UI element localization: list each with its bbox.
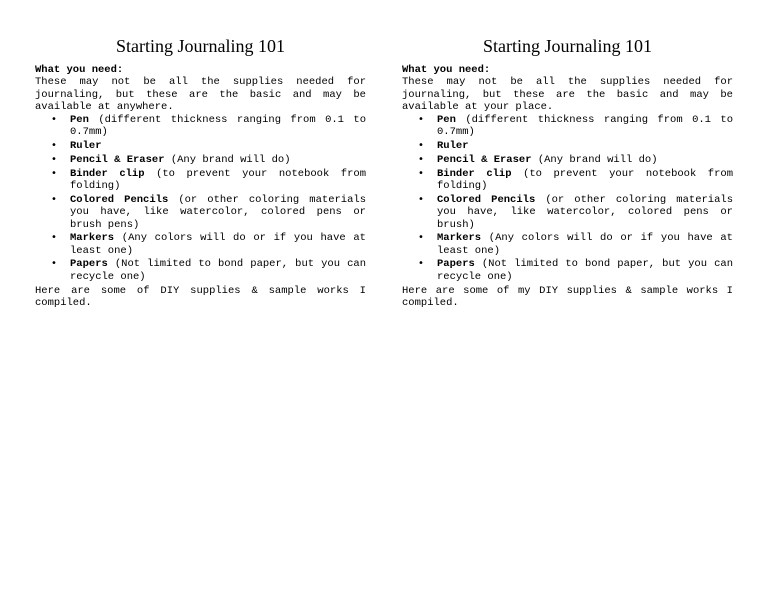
item-description: (Any brand will do) — [531, 154, 658, 167]
bullet-icon: • — [418, 193, 424, 205]
item-name: Markers — [70, 232, 115, 245]
closing-paragraph: Here are some of my DIY supplies & sample works I compiled. — [402, 284, 733, 309]
item-description: (Any brand will do) — [164, 154, 291, 167]
supplies-list — [402, 114, 733, 283]
supplies-list — [35, 114, 366, 283]
intro-paragraph: These may not be all the supplies needed for journaling, but these are the basic and may be available at anywhere. — [35, 76, 366, 113]
item-description: (Any colors will do or if you have at least one) — [70, 232, 366, 257]
item-name: Ruler — [437, 140, 469, 153]
item-name: Pencil & Eraser — [437, 154, 532, 167]
bullet-icon: • — [418, 167, 424, 179]
bullet-icon: • — [418, 154, 424, 166]
item-name: Binder clip — [70, 167, 145, 180]
item-name: Markers — [437, 232, 482, 245]
bullet-icon: • — [51, 154, 57, 166]
item-name: Pen — [437, 114, 456, 127]
item-name: Pencil & Eraser — [70, 154, 165, 167]
list-item — [35, 154, 366, 166]
item-description: (or other coloring materials you have, like watercolor, colored pens or brush) — [437, 193, 733, 231]
list-item — [402, 140, 733, 152]
item-name: Binder clip — [437, 167, 512, 180]
list-item — [402, 168, 733, 193]
item-description: (to prevent your notebook from folding) — [437, 167, 733, 193]
document-column-left — [35, 34, 366, 309]
item-name: Papers — [437, 258, 475, 271]
bullet-icon: • — [51, 193, 57, 205]
closing-paragraph: Here are some of DIY supplies & sample works I compiled. — [35, 284, 366, 309]
item-description: (different thickness ranging from 0.1 to 0.7mm) — [70, 114, 366, 139]
item-name: Colored Pencils — [70, 193, 169, 206]
bullet-icon: • — [51, 140, 57, 152]
list-item — [402, 154, 733, 166]
bullet-icon: • — [418, 140, 424, 152]
list-item — [35, 140, 366, 152]
item-description: (different thickness ranging from 0.1 to 0.7mm) — [437, 114, 733, 139]
bullet-icon: • — [418, 114, 424, 126]
list-item — [402, 258, 733, 283]
item-description: (Not limited to bond paper, but you can recycle one) — [437, 258, 733, 283]
bullet-icon: • — [51, 258, 57, 270]
item-description: (Any colors will do or if you have at least one) — [437, 232, 733, 257]
item-name: Colored Pencils — [437, 193, 536, 206]
bullet-icon: • — [418, 258, 424, 270]
bullet-icon: • — [51, 232, 57, 244]
list-item — [35, 232, 366, 257]
item-description: (Not limited to bond paper, but you can recycle one) — [70, 258, 366, 283]
intro-paragraph: These may not be all the supplies needed for journaling, but these are the basic and may be available at your place. — [402, 76, 733, 113]
item-description: (or other coloring materials you have, like watercolor, colored pens or brush pens) — [70, 193, 366, 231]
list-item — [35, 168, 366, 193]
item-description: (to prevent your notebook from folding) — [70, 167, 366, 193]
list-item — [402, 194, 733, 231]
list-item — [35, 114, 366, 139]
page-title: Starting Journaling 101 — [116, 36, 285, 56]
bullet-icon: • — [51, 114, 57, 126]
list-item — [402, 114, 733, 139]
page-title: Starting Journaling 101 — [483, 36, 652, 56]
list-item — [35, 194, 366, 231]
list-item — [35, 258, 366, 283]
bullet-icon: • — [418, 232, 424, 244]
bullet-icon: • — [51, 167, 57, 179]
item-name: Pen — [70, 114, 89, 127]
item-name: Papers — [70, 258, 108, 271]
document-column-right — [402, 34, 733, 309]
section-heading: What you need: — [35, 64, 124, 76]
list-item — [402, 232, 733, 257]
section-heading: What you need: — [402, 64, 491, 76]
item-name: Ruler — [70, 140, 102, 153]
